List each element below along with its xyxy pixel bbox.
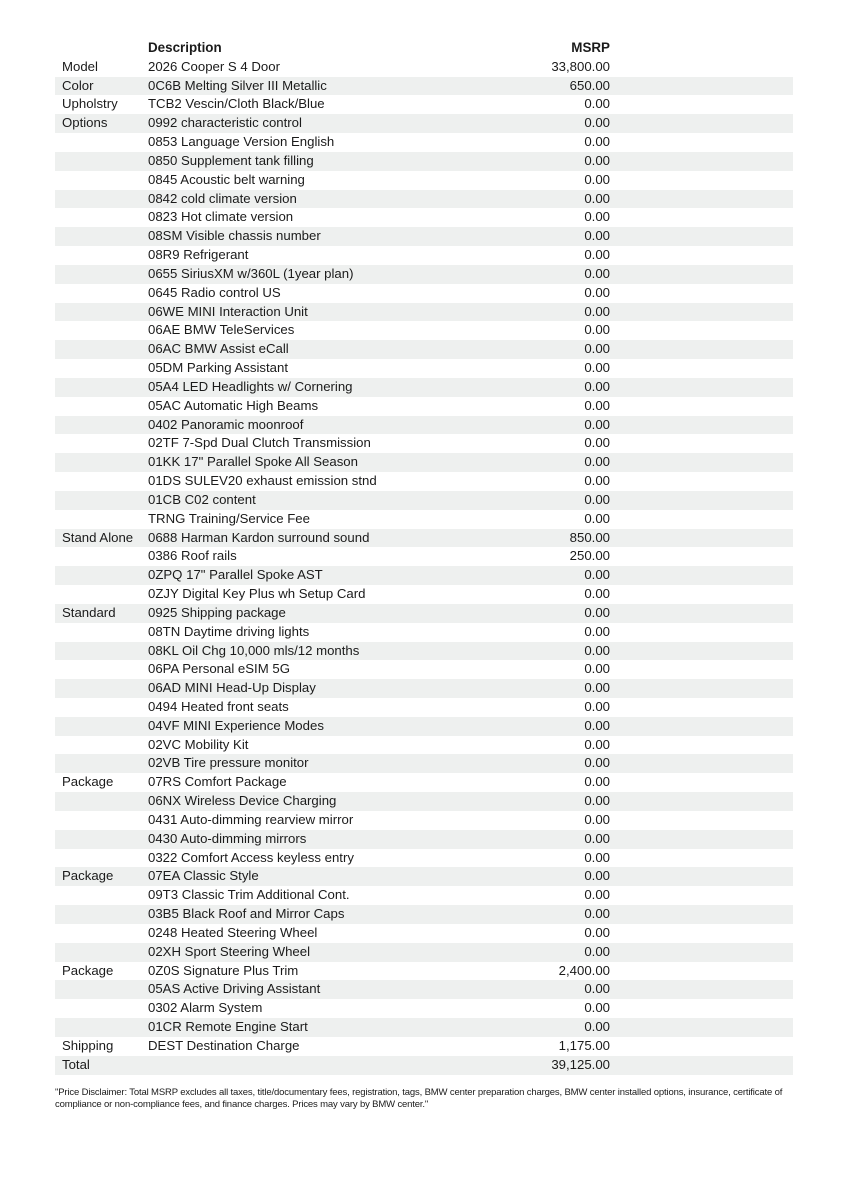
description-cell: 0Z0S Signature Plus Trim xyxy=(148,962,299,978)
msrp-cell: 0.00 xyxy=(584,265,610,281)
category-cell: Stand Alone xyxy=(62,529,134,545)
msrp-cell: 0.00 xyxy=(584,134,610,150)
category-cell: Color xyxy=(62,77,94,93)
description-cell: 0688 Harman Kardon surround sound xyxy=(148,529,370,545)
description-cell: 0322 Comfort Access keyless entry xyxy=(148,849,354,865)
description-cell: 0655 SiriusXM w/360L (1year plan) xyxy=(148,265,354,281)
msrp-cell: 0.00 xyxy=(584,360,610,376)
description-cell: 08R9 Refrigerant xyxy=(148,247,249,263)
table-row xyxy=(55,321,793,340)
table-row xyxy=(55,604,793,623)
description-cell: 01KK 17" Parallel Spoke All Season xyxy=(148,454,358,470)
table-row xyxy=(55,171,793,190)
msrp-cell: 0.00 xyxy=(584,115,610,131)
msrp-cell: 0.00 xyxy=(584,228,610,244)
description-cell: 0823 Hot climate version xyxy=(148,209,294,225)
msrp-cell: 0.00 xyxy=(584,510,610,526)
description-cell: 06AD MINI Head-Up Display xyxy=(148,680,316,696)
description-cell: 02TF 7-Spd Dual Clutch Transmission xyxy=(148,435,371,451)
table-row xyxy=(55,623,793,642)
msrp-cell: 0.00 xyxy=(584,774,610,790)
category-cell: Package xyxy=(62,774,114,790)
msrp-cell: 0.00 xyxy=(584,171,610,187)
table-row xyxy=(55,58,793,77)
category-cell: Shipping xyxy=(62,1037,114,1053)
description-cell: 02XH Sport Steering Wheel xyxy=(148,943,310,959)
table-row xyxy=(55,265,793,284)
msrp-cell: 0.00 xyxy=(584,416,610,432)
table-row xyxy=(55,453,793,472)
description-cell: 0402 Panoramic moonroof xyxy=(148,416,304,432)
msrp-cell: 2,400.00 xyxy=(558,962,610,978)
msrp-cell: 0.00 xyxy=(584,567,610,583)
msrp-cell: 0.00 xyxy=(584,435,610,451)
table-row xyxy=(55,246,793,265)
msrp-cell: 0.00 xyxy=(584,680,610,696)
description-cell: 0ZPQ 17" Parallel Spoke AST xyxy=(148,567,323,583)
msrp-cell: 0.00 xyxy=(584,755,610,771)
table-row xyxy=(55,303,793,322)
msrp-cell: 0.00 xyxy=(584,1019,610,1035)
msrp-cell: 0.00 xyxy=(584,96,610,112)
table-row xyxy=(55,1037,793,1056)
table-row xyxy=(55,867,793,886)
msrp-cell: 0.00 xyxy=(584,661,610,677)
category-cell: Package xyxy=(62,868,114,884)
table-row xyxy=(55,736,793,755)
table-row xyxy=(55,585,793,604)
table-row xyxy=(55,962,793,981)
table-body xyxy=(55,58,793,1075)
description-cell: 06NX Wireless Device Charging xyxy=(148,793,337,809)
msrp-cell: 0.00 xyxy=(584,152,610,168)
table-row xyxy=(55,547,793,566)
msrp-cell: 39,125.00 xyxy=(551,1056,610,1072)
table-row xyxy=(55,529,793,548)
description-cell: 06WE MINI Interaction Unit xyxy=(148,303,308,319)
category-cell: Upholstry xyxy=(62,96,118,112)
table-row xyxy=(55,133,793,152)
table-row xyxy=(55,849,793,868)
table-row xyxy=(55,886,793,905)
table-row xyxy=(55,397,793,416)
table-row xyxy=(55,284,793,303)
msrp-cell: 0.00 xyxy=(584,868,610,884)
msrp-cell: 0.00 xyxy=(584,793,610,809)
msrp-cell: 0.00 xyxy=(584,341,610,357)
table-row xyxy=(55,1018,793,1037)
msrp-cell: 0.00 xyxy=(584,943,610,959)
msrp-cell: 650.00 xyxy=(569,77,610,93)
description-cell: 0850 Supplement tank filling xyxy=(148,152,314,168)
table-row xyxy=(55,999,793,1018)
description-cell: 05AS Active Driving Assistant xyxy=(148,981,321,997)
table-row xyxy=(55,660,793,679)
msrp-cell: 0.00 xyxy=(584,906,610,922)
description-cell: 08TN Daytime driving lights xyxy=(148,623,310,639)
description-cell: 0845 Acoustic belt warning xyxy=(148,171,305,187)
description-cell: 0386 Roof rails xyxy=(148,548,237,564)
msrp-cell: 0.00 xyxy=(584,623,610,639)
msrp-cell: 0.00 xyxy=(584,811,610,827)
description-cell: 01CB C02 content xyxy=(148,491,256,507)
msrp-column-header: MSRP xyxy=(571,40,610,55)
table-row xyxy=(55,95,793,114)
description-cell: 06PA Personal eSIM 5G xyxy=(148,661,290,677)
msrp-cell: 1,175.00 xyxy=(558,1037,610,1053)
description-cell: 0430 Auto-dimming mirrors xyxy=(148,830,307,846)
msrp-cell: 0.00 xyxy=(584,698,610,714)
table-row xyxy=(55,77,793,96)
table-row xyxy=(55,830,793,849)
msrp-cell: 0.00 xyxy=(584,642,610,658)
table-header-row xyxy=(55,39,793,58)
table-row xyxy=(55,773,793,792)
table-row xyxy=(55,491,793,510)
table-row xyxy=(55,152,793,171)
msrp-cell: 0.00 xyxy=(584,586,610,602)
category-cell: Package xyxy=(62,962,114,978)
msrp-cell: 0.00 xyxy=(584,849,610,865)
table-row xyxy=(55,905,793,924)
table-row xyxy=(55,924,793,943)
table-row xyxy=(55,227,793,246)
msrp-cell: 0.00 xyxy=(584,736,610,752)
category-cell: Model xyxy=(62,58,98,74)
description-cell: 0302 Alarm System xyxy=(148,1000,263,1016)
description-cell: 09T3 Classic Trim Additional Cont. xyxy=(148,887,350,903)
msrp-cell: 0.00 xyxy=(584,322,610,338)
table-row xyxy=(55,811,793,830)
description-cell: 06AC BMW Assist eCall xyxy=(148,341,289,357)
description-cell: DEST Destination Charge xyxy=(148,1037,300,1053)
description-cell: 04VF MINI Experience Modes xyxy=(148,717,324,733)
category-cell: Options xyxy=(62,115,108,131)
table-row xyxy=(55,378,793,397)
msrp-cell: 0.00 xyxy=(584,247,610,263)
description-cell: 02VC Mobility Kit xyxy=(148,736,249,752)
description-cell: 0431 Auto-dimming rearview mirror xyxy=(148,811,354,827)
table-row xyxy=(55,679,793,698)
table-row xyxy=(55,510,793,529)
description-cell: 0494 Heated front seats xyxy=(148,698,289,714)
msrp-cell: 33,800.00 xyxy=(551,58,610,74)
msrp-cell: 0.00 xyxy=(584,491,610,507)
table-row xyxy=(55,416,793,435)
table-row xyxy=(55,340,793,359)
description-cell: TRNG Training/Service Fee xyxy=(148,510,310,526)
table-row xyxy=(55,472,793,491)
table-row xyxy=(55,434,793,453)
description-cell: 0ZJY Digital Key Plus wh Setup Card xyxy=(148,586,366,602)
description-cell: 01CR Remote Engine Start xyxy=(148,1019,308,1035)
category-cell: Total xyxy=(62,1056,90,1072)
msrp-cell: 0.00 xyxy=(584,887,610,903)
description-cell: 0842 cold climate version xyxy=(148,190,297,206)
description-cell: 0853 Language Version English xyxy=(148,134,335,150)
table-row xyxy=(55,208,793,227)
description-cell: 0992 characteristic control xyxy=(148,115,302,131)
description-cell: 0248 Heated Steering Wheel xyxy=(148,924,318,940)
category-cell: Standard xyxy=(62,604,116,620)
description-column-header: Description xyxy=(148,40,222,55)
description-cell: TCB2 Vescin/Cloth Black/Blue xyxy=(148,96,325,112)
table-row xyxy=(55,190,793,209)
msrp-cell: 0.00 xyxy=(584,454,610,470)
msrp-cell: 0.00 xyxy=(584,397,610,413)
msrp-cell: 0.00 xyxy=(584,209,610,225)
table-row xyxy=(55,359,793,378)
description-cell: 2026 Cooper S 4 Door xyxy=(148,58,280,74)
description-cell: 05DM Parking Assistant xyxy=(148,360,288,376)
description-cell: 0645 Radio control US xyxy=(148,284,281,300)
msrp-cell: 0.00 xyxy=(584,473,610,489)
table-row xyxy=(55,642,793,661)
description-cell: 0925 Shipping package xyxy=(148,604,286,620)
msrp-cell: 0.00 xyxy=(584,830,610,846)
description-cell: 0C6B Melting Silver III Metallic xyxy=(148,77,327,93)
description-cell: 07EA Classic Style xyxy=(148,868,259,884)
msrp-cell: 0.00 xyxy=(584,1000,610,1016)
msrp-cell: 0.00 xyxy=(584,924,610,940)
table-row xyxy=(55,114,793,133)
table-row xyxy=(55,717,793,736)
table-row xyxy=(55,1056,793,1075)
table-row xyxy=(55,792,793,811)
table-row xyxy=(55,754,793,773)
description-cell: 06AE BMW TeleServices xyxy=(148,322,295,338)
table-row xyxy=(55,698,793,717)
table-row xyxy=(55,943,793,962)
description-cell: 07RS Comfort Package xyxy=(148,774,287,790)
msrp-cell: 850.00 xyxy=(569,529,610,545)
pricing-table xyxy=(55,39,793,1075)
description-cell: 02VB Tire pressure monitor xyxy=(148,755,309,771)
msrp-cell: 0.00 xyxy=(584,981,610,997)
description-cell: 01DS SULEV20 exhaust emission stnd xyxy=(148,473,377,489)
description-cell: 05A4 LED Headlights w/ Cornering xyxy=(148,378,353,394)
description-cell: 05AC Automatic High Beams xyxy=(148,397,319,413)
msrp-cell: 0.00 xyxy=(584,284,610,300)
description-cell: 03B5 Black Roof and Mirror Caps xyxy=(148,906,345,922)
msrp-cell: 0.00 xyxy=(584,378,610,394)
msrp-cell: 0.00 xyxy=(584,717,610,733)
msrp-cell: 0.00 xyxy=(584,303,610,319)
table-row xyxy=(55,980,793,999)
msrp-cell: 250.00 xyxy=(569,548,610,564)
msrp-cell: 0.00 xyxy=(584,604,610,620)
price-disclaimer: "Price Disclaimer: Total MSRP excludes all taxes, title/documentary fees, registration, tags, BMW center preparation charges, BMW center installed options, insurance, certificate of compliance or non-compliance fees, and finance charges. Prices may vary by BMW center." xyxy=(55,1087,783,1110)
description-cell: 08KL Oil Chg 10,000 mls/12 months xyxy=(148,642,360,658)
table-row xyxy=(55,566,793,585)
msrp-cell: 0.00 xyxy=(584,190,610,206)
description-cell: 08SM Visible chassis number xyxy=(148,228,321,244)
